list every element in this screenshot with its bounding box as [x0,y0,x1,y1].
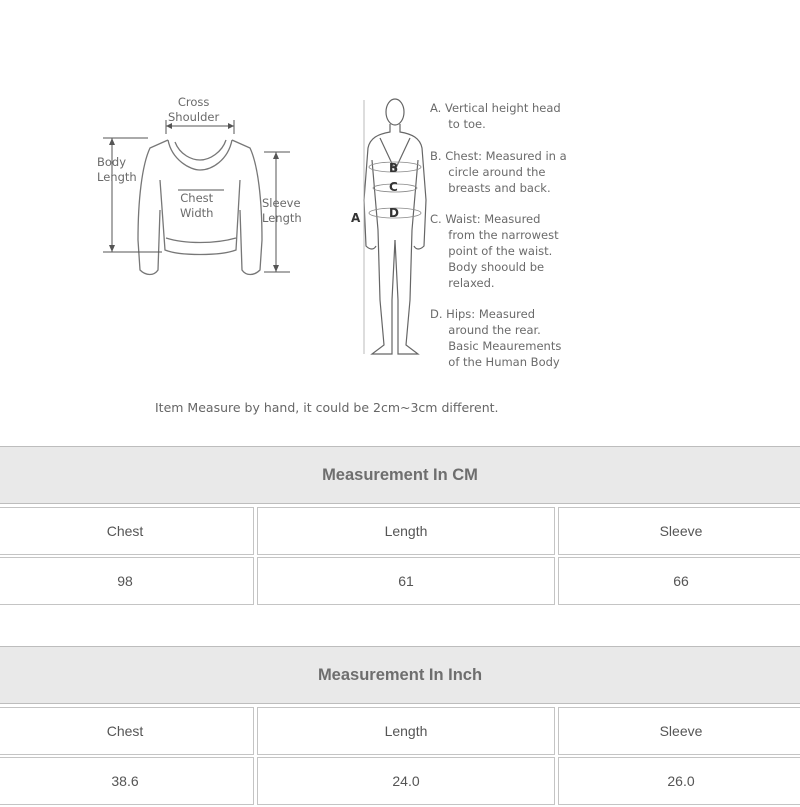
inch-header-length: Length [257,707,555,755]
cross-shoulder-label: Cross Shoulder [168,95,220,124]
description-c: C. Waist: Measured from the narrowest point of the waist. Body shoould be relaxed. [430,212,559,290]
measure-note: Item Measure by hand, it could be 2cm~3cm different. [155,400,499,415]
cm-header-chest: Chest [0,507,254,555]
inch-header-sleeve: Sleeve [558,707,800,755]
human-figure [364,99,426,354]
inch-value-chest: 38.6 [0,757,254,805]
inch-value-sleeve: 26.0 [558,757,800,805]
cm-table-header-row [0,507,800,557]
cm-header-length: Length [257,507,555,555]
cm-table-title: Measurement In CM [0,446,800,504]
letter-c: C [389,180,398,194]
cm-value-length: 61 [257,557,555,605]
chest-width-label: Chest Width [180,191,214,220]
letter-b: B [389,161,399,175]
cm-header-sleeve: Sleeve [558,507,800,555]
inch-table-title: Measurement In Inch [0,646,800,704]
inch-value-length: 24.0 [257,757,555,805]
letter-a: A [351,211,361,225]
body-length-label: Body Length [97,155,137,184]
cm-value-sleeve: 66 [558,557,800,605]
letter-d: D [389,206,399,220]
sleeve-length-label: Sleeve Length [262,196,302,225]
cm-value-chest: 98 [0,557,254,605]
cm-table-value-row [0,557,800,607]
inch-header-chest: Chest [0,707,254,755]
inch-table-header-row [0,707,800,757]
description-d: D. Hips: Measured around the rear. Basic Meaurements of the Human Body [430,307,562,369]
description-b: B. Chest: Measured in a circle around the breasts and back. [430,149,567,195]
description-a: A. Vertical height head to toe. [430,101,561,131]
